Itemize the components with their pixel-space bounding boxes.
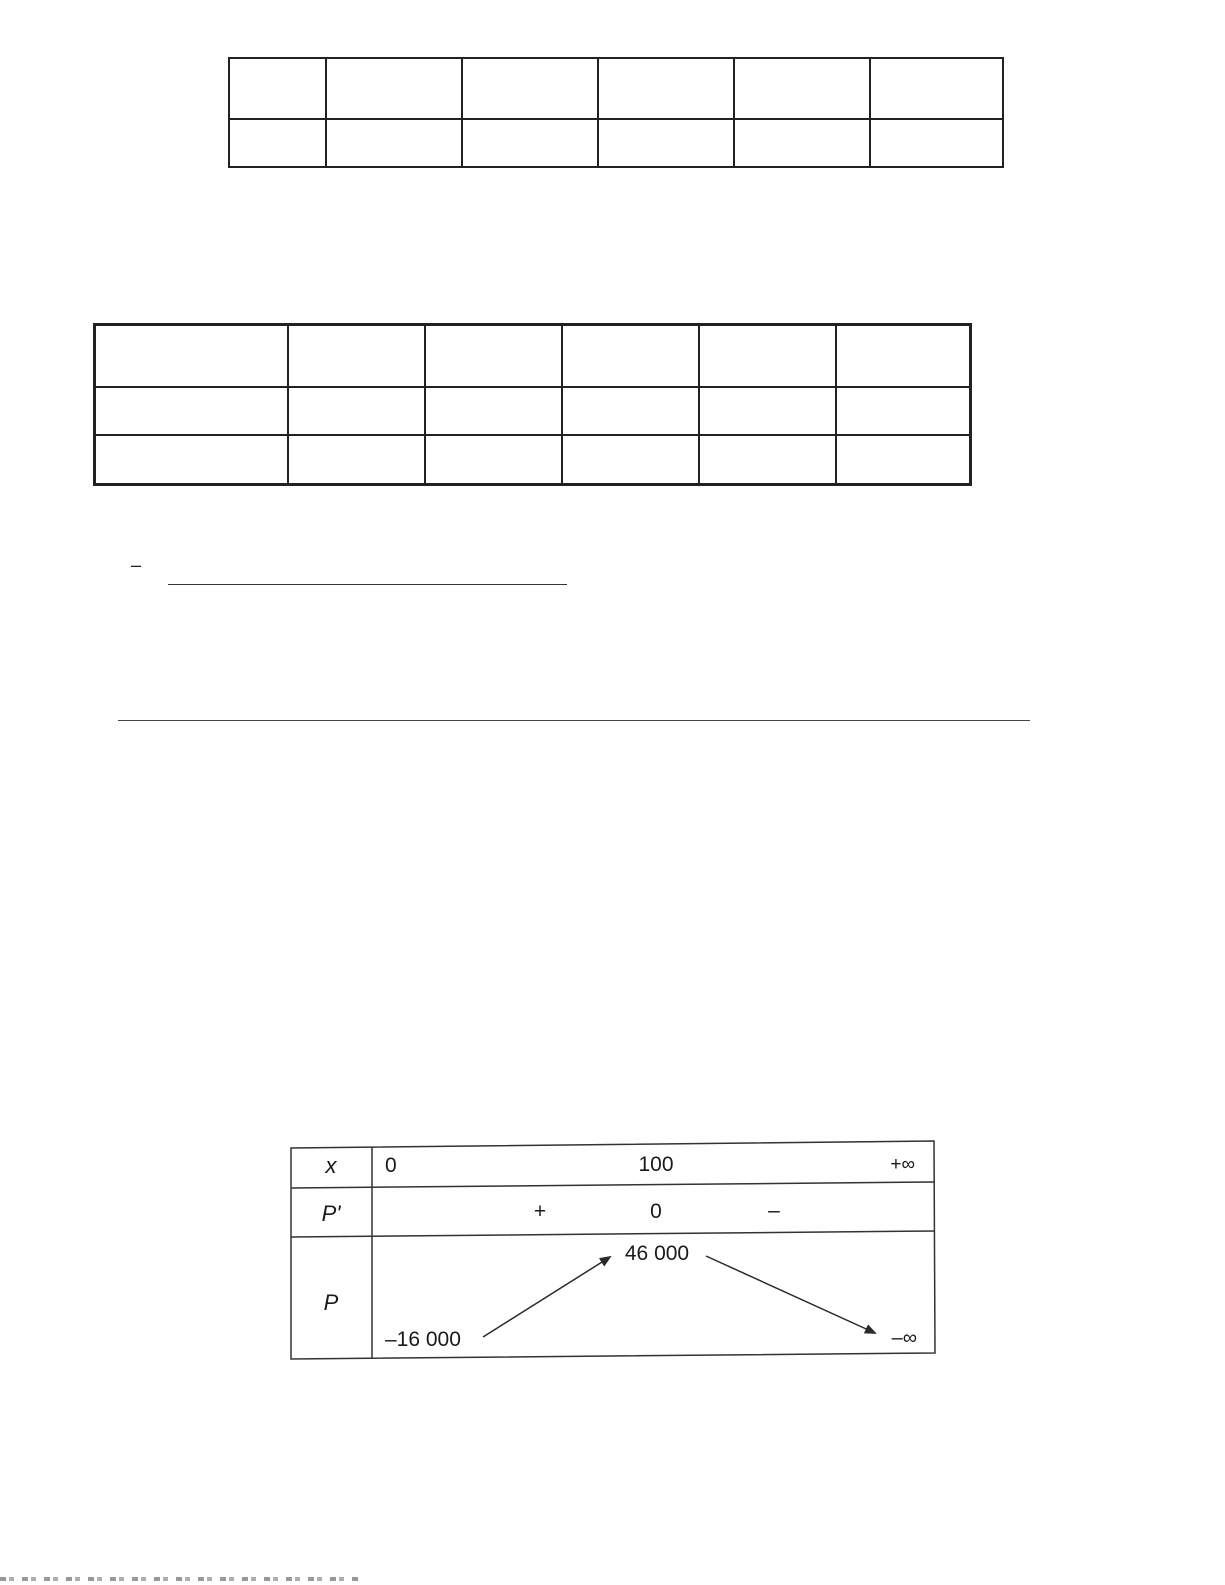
empty-table-1 (228, 57, 1004, 168)
table2-cell (95, 387, 289, 435)
table2-cell (699, 325, 836, 388)
table1-cell (462, 119, 598, 167)
x-value-end: +∞ (890, 1154, 915, 1175)
table1-cell (462, 58, 598, 119)
table1-cell (229, 119, 326, 167)
table2-cell (425, 435, 562, 485)
table2-cell (288, 325, 425, 388)
x-value-critical: 100 (638, 1153, 674, 1176)
table2-cell (425, 387, 562, 435)
table1-cell (229, 58, 326, 119)
table2-cell (836, 435, 971, 485)
answer-line[interactable] (168, 584, 567, 585)
table1-cell (598, 58, 734, 119)
derivative-zero: 0 (650, 1200, 662, 1223)
table2-cell (562, 435, 699, 485)
row-label-x: x (325, 1153, 337, 1178)
table1-cell (870, 119, 1003, 167)
table1-cell (734, 58, 870, 119)
x-value-start: 0 (385, 1154, 397, 1177)
horizontal-rule (118, 720, 1030, 721)
derivative-sign-positive: + (533, 1200, 547, 1223)
table2-cell (699, 435, 836, 485)
row-label-p-prime: P' (321, 1201, 341, 1226)
empty-table-2 (93, 323, 972, 486)
variation-table (290, 1140, 938, 1362)
row-label-p: P (323, 1290, 339, 1315)
decreasing-arrow (706, 1256, 875, 1333)
increasing-arrow (483, 1257, 610, 1337)
answer-bullet: – (131, 555, 142, 575)
table1-cell (326, 58, 462, 119)
table1-cell (734, 119, 870, 167)
row-divider (291, 1182, 934, 1188)
table2-cell (562, 325, 699, 388)
table2-cell (836, 387, 971, 435)
table2-cell (95, 435, 289, 485)
p-value-start: –16 000 (385, 1328, 461, 1351)
table2-cell (425, 325, 562, 388)
p-value-end: –∞ (891, 1327, 917, 1349)
table2-cell (95, 325, 289, 388)
table1-cell (598, 119, 734, 167)
table1-cell (870, 58, 1003, 119)
derivative-sign-negative: – (768, 1199, 780, 1222)
table2-cell (836, 325, 971, 388)
table1-cell (326, 119, 462, 167)
p-value-maximum: 46 000 (624, 1242, 690, 1265)
table2-cell (288, 387, 425, 435)
row-divider (291, 1231, 935, 1237)
table2-cell (288, 435, 425, 485)
scan-artifact (0, 1577, 360, 1581)
table2-cell (562, 387, 699, 435)
table2-cell (699, 387, 836, 435)
